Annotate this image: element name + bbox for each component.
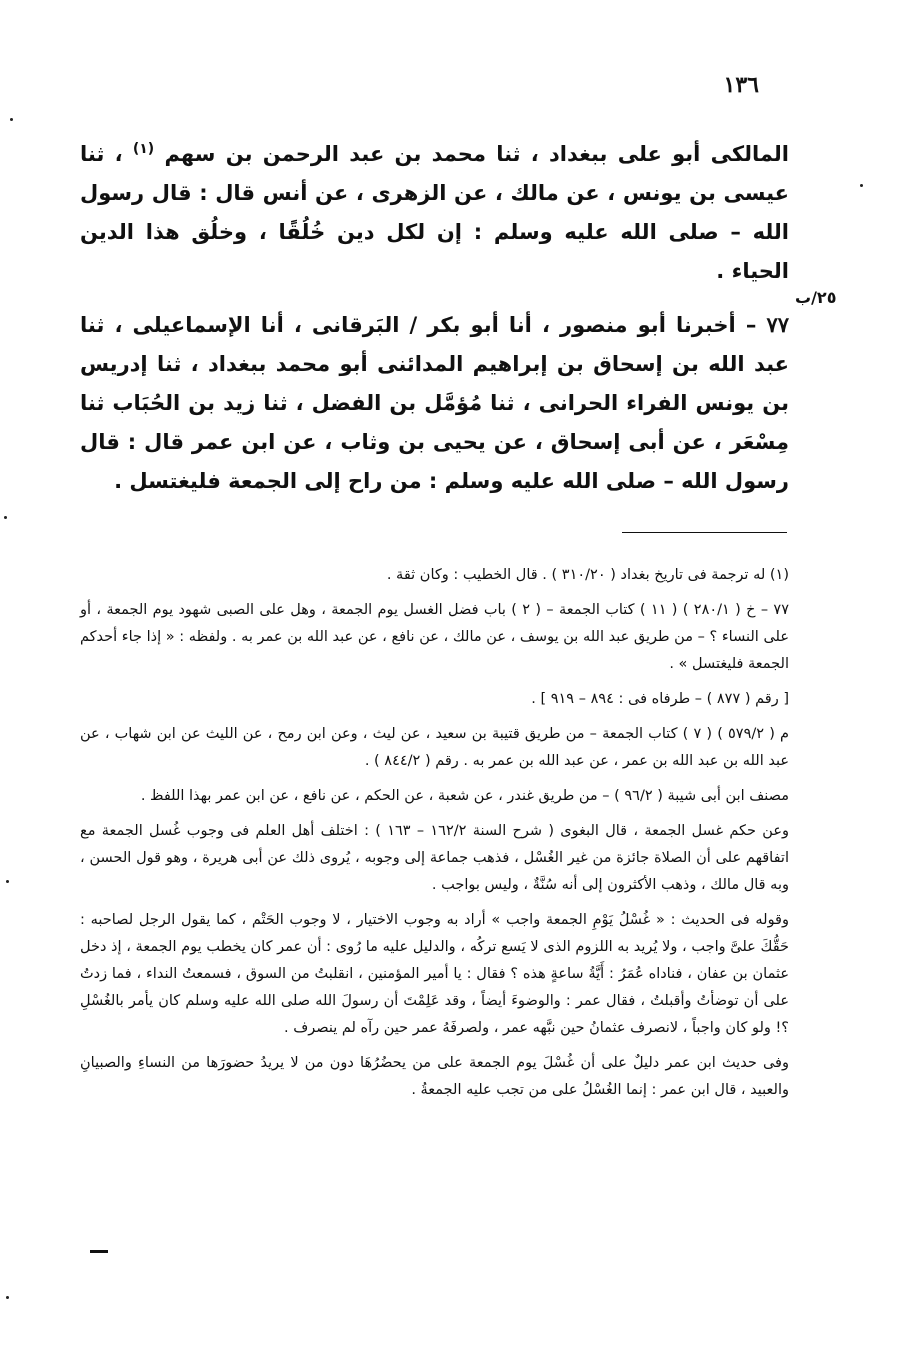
note-77-muslim: م ( ٥٧٩/٢ ) ( ٧ ) كتاب الجمعة – من طريق قتيبة بن سعيد ، عن ليث ، وعن ابن رمح ، عن الليث عن ابن شهاب ، عن عبد الله بن عبد الله بن عمر ، عن عبد الله بن عمر به . رقم ( ٨٤٤/٢ ) . xyxy=(80,726,789,769)
note-77-bukhari-ref: [ رقم ( ٨٧٧ ) – طرفاه فى : ٨٩٤ – ٩١٩ ] . xyxy=(531,691,789,707)
footnote-reference: (١) xyxy=(132,141,155,157)
main-line: عليه وسلم : إن لكل دين خُلُقًا ، وخلُق هذا الدين الحياء . xyxy=(80,220,789,283)
scan-speck xyxy=(860,184,863,187)
main-line: ، ثنا عيسى بن xyxy=(80,142,789,205)
hadith-text: – أخبرنا أبو منصور ، أنا أبو بكر / البَرقانى ، أنا الإسماعيلى ، ثنا عبد الله بن إسحاق بن إبراهيم المدائنى أبو محمد ببغداد ، ثنا إدريس بن يونس الفراء الحرانى ، ثنا مُؤمَّل بن الفضل ، ثنا زيد بن الحُبَاب ثنا مِسْعَر ، عن أبى إسحاق ، عن يحيى بن وثاب ، عن ابن عمر قال : قال رسول الله – صلى الله عليه وسلم : من راح إلى الجمعة فليغتسل . xyxy=(80,313,789,493)
paragraph-hadith-77 xyxy=(80,305,789,501)
note-77-bukhari: ٧٧ – خ ( ٢٨٠/١ ) ( ١١ ) كتاب الجمعة – ( ٢ ) باب فضل الغسل يوم الجمعة ، وهل على الصبى شهود يوم الجمعة ، أو على النساء ؟ – من طريق عبد الله بن يوسف ، عن مالك ، عن نافع ، عن عبد الله بن عمر به . ولفظه : « إذا جاء أحدكم الجمعة فليغتسل » . xyxy=(80,602,789,672)
commentary-baghawi: وعن حكم غسل الجمعة ، قال البغوى ( شرح السنة ١٦٢/٢ – ١٦٣ ) : اختلف أهل العلم فى وجوب غُسل الجمعة مع اتفاقهم على أن الصلاة جائزة من غير الغُسْل ، فذهب جماعة إلى وجوبه ، يُروى ذلك عن أبى هريرة ، وهو قول الحسن ، وبه قال مالك ، وذهب الأكثرون إلى أنه سُنَّةٌ ، وليس بواجب . xyxy=(80,823,789,893)
scan-speck xyxy=(4,516,7,519)
footnote-1: (١) له ترجمة فى تاريخ بغداد ( ٣١٠/٢٠ ) . قال الخطيب : وكان ثقة . xyxy=(386,567,789,583)
commentary-ibn-umar: وفى حديث ابن عمر دليلٌ على أن غُسْلَ يوم الجمعة على من يحضُرُهَا دون من لا يريدُ حضورَها من النساءِ والصبيانِ والعبيد ، قال ابن عمر : إنما الغُسْلُ على من تجب عليه الجمعةُ . xyxy=(80,1055,789,1098)
page-number: ١٣٦ xyxy=(723,72,759,98)
scan-speck xyxy=(6,880,9,883)
note-77-ibn-abi-shaybah: مصنف ابن أبى شيبة ( ٩٦/٢ ) – من طريق غندر ، عن شعبة ، عن الحكم ، عن نافع ، عن ابن عمر بهذا اللفظ . xyxy=(140,788,789,804)
commentary-wujub: وقوله فى الحديث : « غُسْلُ يَوْمِ الجمعة واجب » أراد به وجوب الاختيار ، لا وجوب الحَتْم ، كما يقول الرجل لصاحبه : حَقُّكَ علىَّ واجب ، ولا يُريد به اللزوم الذى لا يَسع تركُه ، والدليل عليه ما رُوى : أن عمر كان يخطب يوم الجمعة ، إذ دخل عثمان بن عفان ، فناداه عُمَرُ : أَيَّةُ ساعةٍ هذه ؟ فقال : يا أمير المؤمنين ، انقلبتُ من السوق ، فسمعتُ النداء ، فما زدتُ على أن توضأتُ وأقبلتُ ، فقال عمر : والوضوءَ أيضاً ، وقد عَلِمْتَ أن رسولَ الله صلى الله عليه وسلم كان يأمر بالغُسْلِ ؟! ولو كان واجباً ، لانصرف عثمانُ حين نبَّهه عمر ، ولصرفَهُ عمر حين رآه لم ينصرف . xyxy=(80,912,789,1036)
main-text xyxy=(80,130,789,501)
hadith-number: ٧٧ xyxy=(766,312,789,337)
footnote-divider xyxy=(622,532,787,533)
end-mark xyxy=(90,1250,108,1253)
main-line: المالكى أبو على ببغداد ، ثنا محمد بن عبد الرحمن بن سهم xyxy=(164,142,790,166)
main-line: يونس ، عن مالك ، عن الزهرى ، عن أنس قال : قال رسول الله – صلى الله xyxy=(80,181,790,244)
scan-speck xyxy=(6,1296,9,1299)
footnotes-section xyxy=(80,562,789,1112)
margin-folio-reference: ٢٥/ب xyxy=(795,288,837,307)
scan-speck xyxy=(10,118,13,121)
paragraph-hadith-76-end xyxy=(80,130,789,291)
